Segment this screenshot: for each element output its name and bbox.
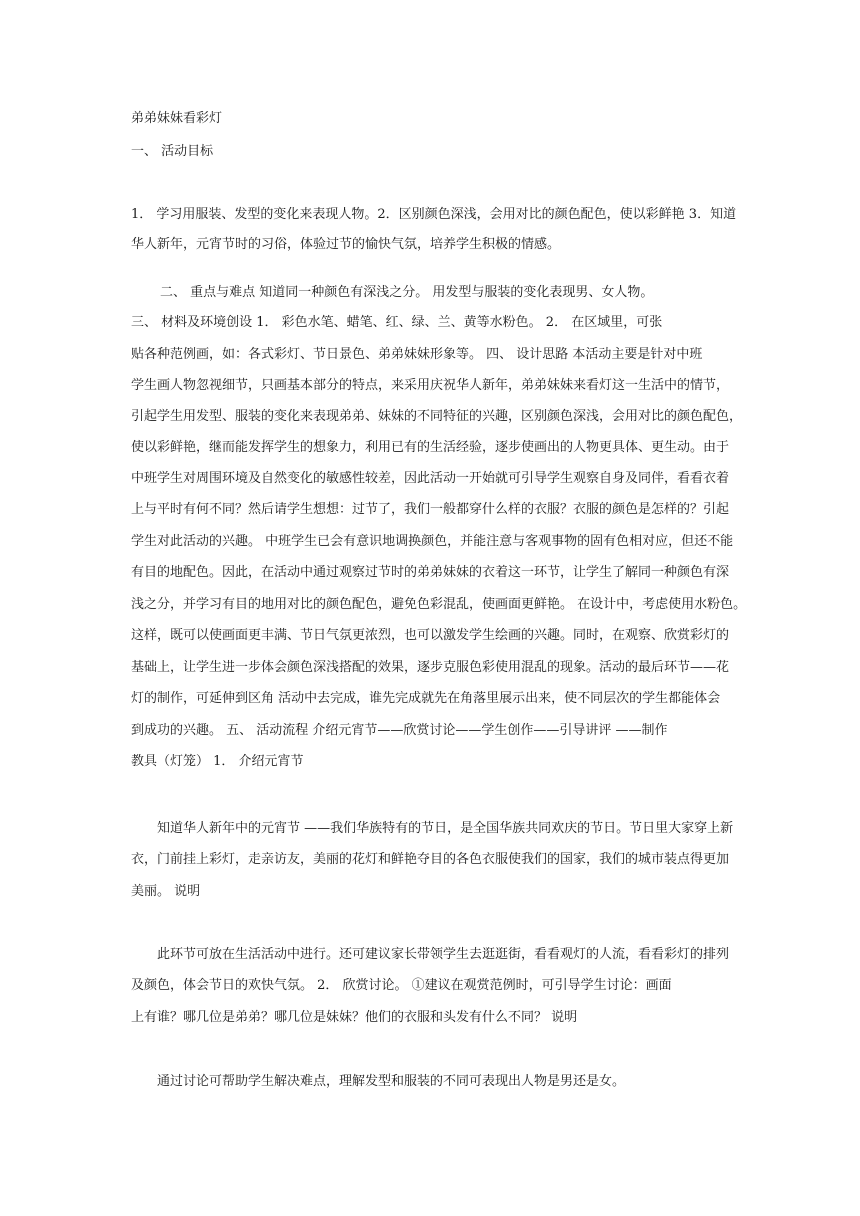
text-line: 上与平时有何不同？然后请学生想想：过节了，我们一般都穿什么样的衣服？衣服的颜色是怎样的？引起 — [131, 502, 730, 517]
text-line: 此环节可放在生活活动中进行。还可建议家长带领学生去逛逛街，看看观灯的人流，看看彩灯的排列 — [157, 947, 730, 962]
text-line: 1． 学习用服装、发型的变化来表现人物。2．区别颜色深浅，会用对比的颜色配色，使以彩鲜艳 3．知道 — [131, 207, 737, 222]
text-line: 贴各种范例画，如：各式彩灯、节日景色、弟弟妹妹形象等。 四、 设计思路 本活动主要是针对中班 — [131, 347, 703, 362]
text-line: 上有谁？哪几位是弟弟？哪几位是妹妹？他们的衣服和头发有什么不同？ 说明 — [131, 1010, 578, 1025]
text-line: 美丽。 说明 — [131, 884, 201, 899]
text-line: 学生对此活动的兴趣。 中班学生已会有意识地调换颜色，并能注意与客观事物的固有色相对应，但还不能 — [131, 534, 734, 549]
text-line: 浅之分，并学习有目的地用对比的颜色配色，避免色彩混乱，使画面更鲜艳。 在设计中，考虑使用水粉色。 — [131, 597, 747, 612]
text-line: 有目的地配色。因此，在活动中通过观察过节时的弟弟妹妹的衣着这一环节，让学生了解同一种颜色有深 — [131, 565, 730, 580]
text-line: 衣，门前挂上彩灯，走亲访友，美丽的花灯和鲜艳夺目的各色衣服使我们的国家，我们的城市装点得更加 — [131, 852, 730, 867]
text-line: 使以彩鲜艳，继而能发挥学生的想象力，利用已有的生活经验，逐步使画出的人物更具体、更生动。由于 — [131, 440, 730, 455]
text-line: 基础上，让学生进一步体会颜色深浅搭配的效果，逐步克服色彩使用混乱的现象。活动的最后环节——花 — [131, 660, 730, 675]
text-line: 及颜色，体会节日的欢快气氛。 2． 欣赏讨论。 ①建议在观赏范例时，可引导学生讨论：画面 — [131, 978, 672, 993]
text-line: 三、 材料及环境创设 1． 彩色水笔、蜡笔、红、绿、兰、黄等水粉色。 2． 在区域里，可张 — [131, 315, 663, 330]
section-heading-goals: 一、 活动目标 — [131, 144, 214, 159]
text-line: 知道华人新年中的元宵节 ——我们华族特有的节日，是全国华族共同欢庆的节日。节日里大家穿上新 — [157, 821, 734, 836]
text-line: 二、 重点与难点 知道同一种颜色有深浅之分。 用发型与服装的变化表现男、女人物。 — [160, 285, 654, 300]
document-title: 弟弟妹妹看彩灯 — [131, 111, 223, 126]
text-line: 通过讨论可帮助学生解决难点，理解发型和服装的不同可表现出人物是男还是女。 — [157, 1074, 626, 1089]
text-line: 到成功的兴趣。 五、 活动流程 介绍元宵节——欣赏讨论——学生创作——引导讲评 ——制作 — [131, 723, 668, 738]
text-line: 教具（灯笼） 1． 介绍元宵节 — [131, 754, 304, 769]
text-line: 灯的制作，可延伸到区角 活动中去完成，谁先完成就先在角落里展示出来，使不同层次的学生都能体会 — [131, 691, 721, 706]
text-line: 引起学生用发型、服装的变化来表现弟弟、妹妹的不同特征的兴趣，区别颜色深浅，会用对比的颜色配色， — [131, 409, 743, 424]
text-line: 学生画人物忽视细节，只画基本部分的特点，来采用庆祝华人新年，弟弟妹妹来看灯这一生活中的情节， — [131, 378, 730, 393]
text-line: 这样，既可以使画面更丰满、节日气氛更浓烈，也可以激发学生绘画的兴趣。同时，在观察、欣赏彩灯的 — [131, 628, 730, 643]
text-line: 华人新年，元宵节时的习俗，体验过节的愉快气氛，培养学生积极的情感。 — [131, 237, 561, 252]
text-line: 中班学生对周围环境及自然变化的敏感性较差，因此活动一开始就可引导学生观察自身及同伴，看看衣着 — [131, 471, 730, 486]
